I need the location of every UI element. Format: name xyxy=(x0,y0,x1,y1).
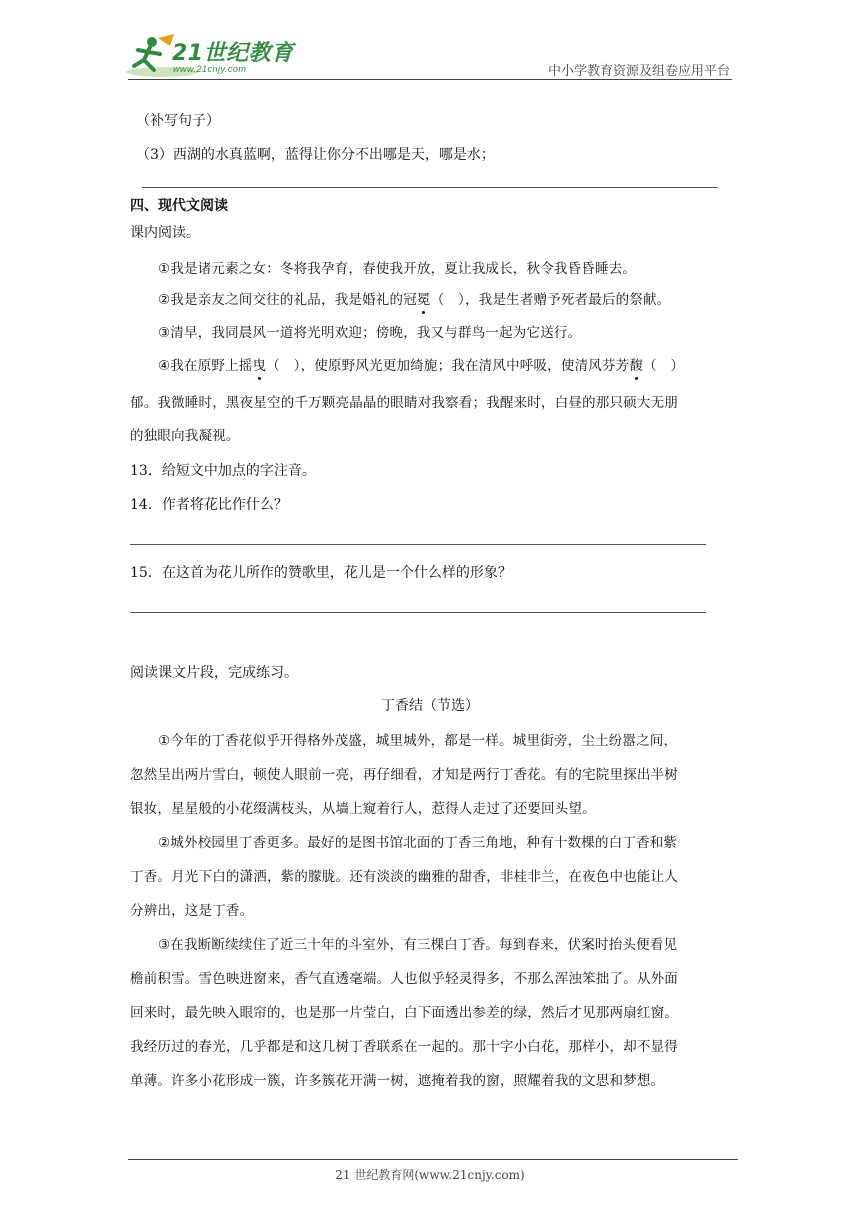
passage-p3-line-4: 我经历过的春光，几乎都是和这几树丁香联系在一起的。那十字小白花，那样小，却不显得 xyxy=(130,1039,678,1055)
reading-intro: 阅读课文片段，完成练习。 xyxy=(130,665,298,681)
passage-p1-line-1: ①今年的丁香花似乎开得格外茂盛，城里城外，都是一样。城里街旁，尘土纷嚣之间， xyxy=(158,733,678,749)
passage-p1-line-3: 银妆，星星般的小花缀满枝头，从墙上窥着行人，惹得人走过了还要回头望。 xyxy=(130,801,596,817)
passage-p2-line-2: 丁香。月光下白的潇洒，紫的朦胧。还有淡淡的幽雅的甜香，非桂非兰，在夜色中也能让人 xyxy=(130,869,678,885)
paragraph-2: ②我是亲友之间交往的礼品，我是婚礼的冠冕（ ），我是生者赠予死者最后的祭献。 xyxy=(158,292,671,308)
supplement-sentence-label: （补写句子） xyxy=(136,113,220,129)
answer-line-15[interactable] xyxy=(130,612,706,613)
logo-url: www.21cnjy.com xyxy=(173,64,247,74)
question-13: 13．给短文中加点的字注音。 xyxy=(130,463,316,479)
passage-p3-line-1: ③在我断断续续住了近三十年的斗室外，有三棵白丁香。每到春来，伏案时抬头便看见 xyxy=(158,937,678,953)
dotted-char-ye: 曳 xyxy=(252,358,267,374)
passage-p3-line-2: 檐前积雪。雪色映进窗来，香气直透毫端。人也似乎轻灵得多，不那么浑浊笨拙了。从外面 xyxy=(130,971,678,987)
paragraph-4-line-3: 的独眼向我凝视。 xyxy=(130,428,240,444)
footer-text[interactable]: 21 世纪教育网(www.21cnjy.com) xyxy=(335,1168,525,1182)
question-3-text: （3）西湖的水真蓝啊，蓝得让你分不出哪是天，哪是水； xyxy=(136,147,495,163)
paragraph-4-line-2: 郁。我微睡时，黑夜星空的千万颗亮晶晶的眼睛对我察看；我醒来时，白昼的那只硕大无朋 xyxy=(130,395,678,411)
paragraph-4-line-1: ④我在原野上摇曳（ ），使原野风光更加绮旎；我在清风中呼吸，使清风芬芳馥（ ） xyxy=(158,358,685,374)
answer-line-3[interactable] xyxy=(142,187,718,188)
question-14: 14．作者将花比作什么？ xyxy=(130,497,288,513)
section-intro: 课内阅读。 xyxy=(130,225,200,241)
answer-line-14[interactable] xyxy=(130,544,706,545)
dotted-char-fu: 馥 xyxy=(629,358,644,374)
footer-divider xyxy=(128,1159,738,1160)
question-15: 15．在这首为花儿所作的赞歌里，花儿是一个什么样的形象？ xyxy=(130,565,512,581)
passage-p1-line-2: 忽然呈出两片雪白，顿使人眼前一亮，再仔细看，才知是两行丁香花。有的宅院里探出半树 xyxy=(130,767,678,783)
dotted-char-mian: 冕 xyxy=(416,292,431,308)
paragraph-3: ③清早，我同晨风一道将光明欢迎；傍晚，我又与群鸟一起为它送行。 xyxy=(158,325,582,341)
logo-text: 21世纪教育 xyxy=(172,41,294,66)
passage-title: 丁香结（节选） xyxy=(381,698,479,714)
passage-p3-line-5: 单薄。许多小花形成一簇，许多簇花开满一树，遮掩着我的窗，照耀着我的文思和梦想。 xyxy=(130,1073,665,1089)
passage-p2-line-3: 分辨出，这是丁香。 xyxy=(130,903,254,919)
passage-p3-line-3: 回来时，最先映入眼帘的，也是那一片莹白，白下面透出参差的绿，然后才见那两扇红窗。 xyxy=(130,1005,678,1021)
paragraph-1: ①我是诸元素之女：冬将我孕育，春使我开放，夏让我成长，秋令我昏昏睡去。 xyxy=(158,261,637,277)
header-divider xyxy=(128,79,732,80)
section-title: 四、现代文阅读 xyxy=(130,198,228,214)
passage-p2-line-1: ②城外校园里丁香更多。最好的是图书馆北面的丁香三角地，种有十数棵的白丁香和紫 xyxy=(158,835,678,851)
header-platform-name: 中小学教育资源及组卷应用平台 xyxy=(547,64,730,79)
